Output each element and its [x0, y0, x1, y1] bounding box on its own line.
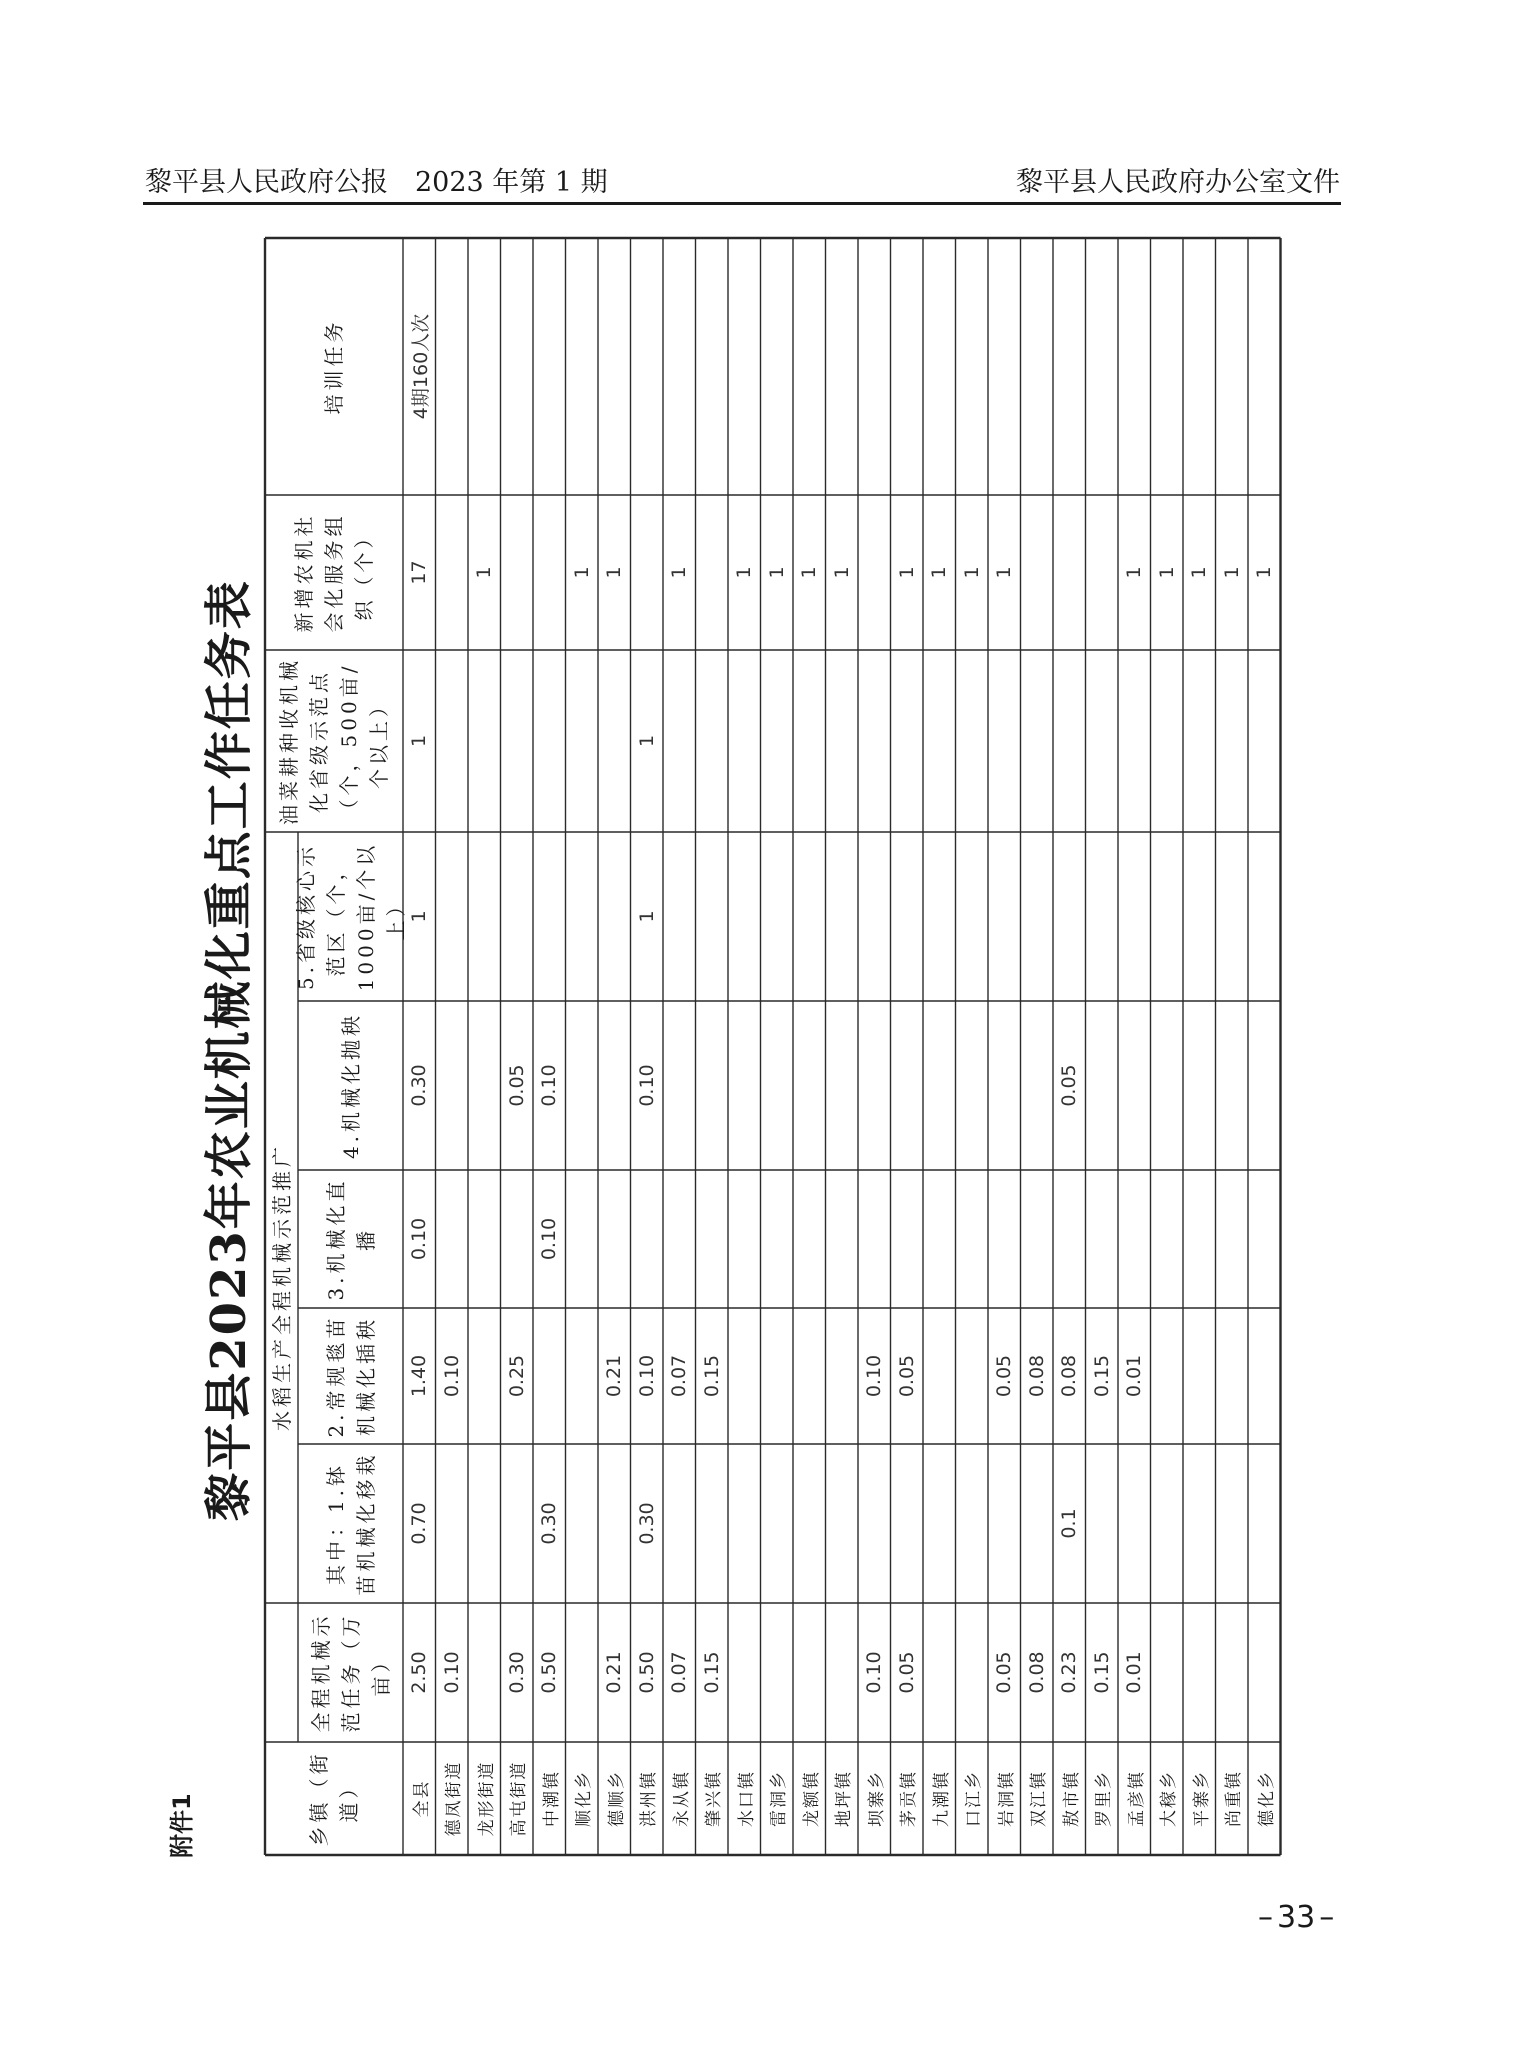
table-cell-c2 [793, 1308, 826, 1444]
table-cell-c6: 1 [635, 734, 658, 748]
table-cell-c5 [1086, 832, 1119, 1001]
table-cell-c7: 1 [895, 566, 918, 579]
table-cell-c6 [761, 650, 794, 832]
table-cell-c1 [1216, 1444, 1249, 1603]
table-cell-total [468, 1603, 501, 1742]
table-cell-c4 [1183, 1001, 1216, 1170]
table-cell-c1 [1183, 1444, 1216, 1603]
table-cell-c4 [1248, 1001, 1281, 1170]
table-cell-c8 [728, 238, 761, 495]
table-cell-c4: 0.05 [505, 1064, 528, 1107]
table-cell-c2: 0.05 [993, 1354, 1016, 1398]
table-cell-c3 [1086, 1170, 1119, 1308]
table-cell-c6 [988, 650, 1021, 832]
table-cell-c3 [696, 1170, 729, 1308]
table-row-town-name: 龙形街道 [476, 1760, 497, 1837]
header-divider [143, 202, 1341, 205]
table-cell-c8 [1151, 238, 1184, 495]
page-number-value: 33 [1277, 1900, 1316, 1935]
table-cell-c8 [1183, 238, 1216, 495]
table-row-town-name: 德顺乡 [606, 1770, 627, 1827]
table-cell-c2 [468, 1308, 501, 1444]
table-cell-c8: 4期160人次 [409, 313, 432, 420]
table-cell-total [826, 1603, 859, 1742]
table-cell-c6 [663, 650, 696, 832]
table-cell-c8 [923, 238, 956, 495]
table-cell-c7 [1086, 495, 1119, 650]
table-cell-c5 [1118, 832, 1151, 1001]
table-cell-c4 [988, 1001, 1021, 1170]
table-cell-c3 [956, 1170, 989, 1308]
table-row-town-name: 中潮镇 [541, 1770, 562, 1827]
table-cell-c6 [1248, 650, 1281, 832]
table-cell-c3 [1151, 1170, 1184, 1308]
table-cell-c6 [566, 650, 599, 832]
table-cell-c2: 0.10 [635, 1354, 658, 1398]
table-cell-total: 2.50 [408, 1651, 431, 1694]
table-cell-c1 [1118, 1444, 1151, 1603]
table-cell-c6 [533, 650, 566, 832]
table-cell-c3 [663, 1170, 696, 1308]
table-cell-c3 [858, 1170, 891, 1308]
table-row-town-name: 肇兴镇 [704, 1770, 725, 1827]
table-cell-total [1216, 1603, 1249, 1742]
table-cell-c6 [1021, 650, 1054, 832]
table-cell-c1 [826, 1444, 859, 1603]
table-cell-c5 [793, 832, 826, 1001]
table-cell-c5 [1151, 832, 1184, 1001]
table-cell-c1 [1086, 1444, 1119, 1603]
header-pot-seedling: 其中：1.钵苗机械化移栽 [323, 1451, 378, 1596]
table-cell-c1 [436, 1444, 469, 1603]
header-core-demo-zone: 5.省级核心示范区（个，1000亩/个以上） [293, 841, 408, 992]
table-cell-c7: 1 [1155, 566, 1178, 579]
table-cell-c7 [1021, 495, 1054, 650]
table-cell-c8 [988, 238, 1021, 495]
table-cell-c7 [696, 495, 729, 650]
table-cell-c5 [858, 832, 891, 1001]
table-cell-c1 [1021, 1444, 1054, 1603]
table-cell-c8 [1216, 238, 1249, 495]
table-cell-c4 [566, 1001, 599, 1170]
table-cell-c3 [631, 1170, 664, 1308]
table-cell-c7 [1053, 495, 1086, 650]
table-row-town-name: 平寨乡 [1191, 1770, 1212, 1827]
table-cell-c2 [533, 1308, 566, 1444]
table-cell-c7: 1 [1188, 566, 1211, 579]
table-cell-c7: 1 [960, 566, 983, 579]
table-cell-c8 [631, 238, 664, 495]
table-row-town-name: 九潮镇 [931, 1770, 952, 1827]
table-cell-c1 [566, 1444, 599, 1603]
table-cell-c7: 1 [765, 566, 788, 579]
table-cell-c4 [956, 1001, 989, 1170]
table-cell-c5 [761, 832, 794, 1001]
table-cell-c4 [1151, 1001, 1184, 1170]
table-cell-c2: 1.40 [408, 1354, 431, 1398]
table-cell-c4 [1021, 1001, 1054, 1170]
table-cell-c3 [826, 1170, 859, 1308]
table-cell-c1 [858, 1444, 891, 1603]
table-cell-c3 [891, 1170, 924, 1308]
table-cell-c3 [761, 1170, 794, 1308]
table-cell-c8 [956, 238, 989, 495]
table-cell-c6 [858, 650, 891, 832]
table-cell-total [566, 1603, 599, 1742]
table-row-town-name: 高屯街道 [509, 1760, 530, 1837]
table-cell-c7 [631, 495, 664, 650]
table-cell-c6 [436, 650, 469, 832]
table-cell-c2: 0.08 [1025, 1354, 1048, 1398]
table-cell-c5 [826, 832, 859, 1001]
table-cell-c2: 0.15 [700, 1354, 723, 1398]
table-cell-c8 [793, 238, 826, 495]
table-cell-c6: 1 [408, 734, 431, 748]
table-cell-c4 [1118, 1001, 1151, 1170]
table-cell-c2: 0.10 [440, 1354, 463, 1398]
header-direct-seeding: 3.机械化直播 [323, 1177, 378, 1301]
table-cell-c1: 0.1 [1058, 1508, 1081, 1539]
header-throwing: 4.机械化抛秧 [338, 1011, 363, 1160]
bulletin-header-right: 黎平县人民政府办公室文件 [1016, 167, 1340, 198]
table-row-town-name: 地坪镇 [834, 1770, 855, 1827]
table-cell-c8 [436, 238, 469, 495]
table-cell-c7 [501, 495, 534, 650]
table-cell-c3 [923, 1170, 956, 1308]
table-cell-c5 [728, 832, 761, 1001]
table-cell-c3 [728, 1170, 761, 1308]
table-cell-c4 [1086, 1001, 1119, 1170]
table-row-town-name: 顺化乡 [574, 1770, 595, 1827]
annex-label: 附件1 [168, 1793, 196, 1858]
table-row-town-name: 全县 [411, 1779, 432, 1818]
table-cell-c2 [1151, 1308, 1184, 1444]
table-cell-c4 [761, 1001, 794, 1170]
table-cell-total: 0.50 [538, 1651, 561, 1694]
table-cell-total [1151, 1603, 1184, 1742]
table-cell-c5 [696, 832, 729, 1001]
table-cell-c4: 0.30 [408, 1064, 431, 1107]
table-cell-c5 [501, 832, 534, 1001]
header-blanket-seedling: 2.常规毯苗机械化插秧 [323, 1314, 378, 1438]
table-cell-total: 0.30 [505, 1651, 528, 1694]
table-cell-c3 [468, 1170, 501, 1308]
table-cell-c3 [436, 1170, 469, 1308]
table-cell-c7 [436, 495, 469, 650]
header-total-task: 全程机械示范任务（万亩） [308, 1612, 393, 1733]
table-cell-c5 [1053, 832, 1086, 1001]
table-cell-c7: 1 [603, 566, 626, 579]
table-cell-c7: 1 [733, 566, 756, 579]
table-cell-c3 [988, 1170, 1021, 1308]
table-cell-c6 [1053, 650, 1086, 832]
table-cell-c1 [761, 1444, 794, 1603]
table-cell-c4 [436, 1001, 469, 1170]
table-cell-c2 [761, 1308, 794, 1444]
table-cell-c7: 1 [570, 566, 593, 579]
table-cell-c6 [468, 650, 501, 832]
table-row-town-name: 敖市镇 [1061, 1770, 1082, 1827]
table-cell-total: 0.05 [895, 1651, 918, 1694]
table-cell-c3 [1216, 1170, 1249, 1308]
table-cell-c5 [468, 832, 501, 1001]
table-row-town-name: 尚重镇 [1224, 1770, 1245, 1827]
table-cell-c2: 0.07 [668, 1354, 691, 1398]
header-service-orgs: 新增农机社会化服务组织（个） [292, 512, 376, 633]
table-cell-c1 [891, 1444, 924, 1603]
table-cell-c5 [598, 832, 631, 1001]
table-cell-total [923, 1603, 956, 1742]
table-row-town-name: 洪州镇 [639, 1770, 660, 1827]
table-cell-c1 [956, 1444, 989, 1603]
table-cell-c7: 1 [473, 566, 496, 579]
table-cell-c1 [1248, 1444, 1281, 1603]
table-cell-c6 [501, 650, 534, 832]
table-cell-total: 0.08 [1025, 1651, 1048, 1694]
table-row-town-name: 德凤街道 [444, 1760, 465, 1837]
table-cell-c6 [793, 650, 826, 832]
table-cell-c7: 1 [668, 566, 691, 579]
table-cell-total [1183, 1603, 1216, 1742]
table-cell-c2 [728, 1308, 761, 1444]
table-cell-c8 [663, 238, 696, 495]
table-cell-c1 [696, 1444, 729, 1603]
table-cell-c2 [923, 1308, 956, 1444]
table-cell-c5 [663, 832, 696, 1001]
table-cell-c1: 0.30 [635, 1502, 658, 1545]
table-cell-c7: 1 [830, 566, 853, 579]
table-cell-total: 0.21 [603, 1651, 626, 1694]
table-cell-total [956, 1603, 989, 1742]
table-cell-c2: 0.10 [863, 1354, 886, 1398]
table-cell-c5 [1216, 832, 1249, 1001]
table-cell-c8 [598, 238, 631, 495]
table-cell-total [793, 1603, 826, 1742]
table-cell-c5 [923, 832, 956, 1001]
table-cell-c8 [891, 238, 924, 495]
table-cell-c8 [1118, 238, 1151, 495]
table-cell-c8 [1248, 238, 1281, 495]
table-cell-c5: 1 [408, 910, 431, 923]
table-cell-c2: 0.08 [1058, 1354, 1081, 1398]
header-rice-group: 水稻生产全程机械示范推广 [269, 1143, 294, 1431]
table-cell-c1 [1151, 1444, 1184, 1603]
table-cell-c6 [696, 650, 729, 832]
table-cell-c8 [533, 238, 566, 495]
table-cell-c7: 1 [928, 566, 951, 579]
table-row-town-name: 坝寨乡 [866, 1770, 887, 1827]
table-cell-c7: 17 [408, 560, 431, 585]
table-cell-c2: 0.05 [895, 1354, 918, 1398]
table-cell-c4 [1216, 1001, 1249, 1170]
table-cell-c7: 1 [993, 566, 1016, 579]
table-cell-c8 [501, 238, 534, 495]
table-cell-c3: 0.10 [538, 1217, 561, 1261]
table-cell-c4 [468, 1001, 501, 1170]
table-cell-c3 [566, 1170, 599, 1308]
table-cell-c5 [956, 832, 989, 1001]
table-cell-c4 [598, 1001, 631, 1170]
table-cell-c4 [923, 1001, 956, 1170]
table-cell-c8 [566, 238, 599, 495]
table-cell-c5: 1 [635, 910, 658, 923]
table-cell-c3 [1248, 1170, 1281, 1308]
table-cell-total [728, 1603, 761, 1742]
table-cell-c2: 0.21 [603, 1354, 626, 1398]
table-cell-c3 [1183, 1170, 1216, 1308]
table-cell-c1 [598, 1444, 631, 1603]
table-cell-c2 [826, 1308, 859, 1444]
table-cell-total [761, 1603, 794, 1742]
table-cell-c1 [793, 1444, 826, 1603]
table-cell-c4 [728, 1001, 761, 1170]
bulletin-header-left: 黎平县人民政府公报 2023 年第 1 期 [145, 167, 608, 198]
table-cell-c3 [793, 1170, 826, 1308]
header-training: 培训任务 [322, 318, 346, 415]
table-cell-c1: 0.70 [408, 1502, 431, 1545]
table-cell-c1 [501, 1444, 534, 1603]
table-cell-c3 [598, 1170, 631, 1308]
table-cell-c1 [923, 1444, 956, 1603]
table-cell-c7: 1 [798, 566, 821, 579]
table-cell-c7: 1 [1220, 566, 1243, 579]
document-title: 黎平县2023年农业机械化重点工作任务表 [201, 579, 257, 1521]
table-cell-total: 0.05 [993, 1651, 1016, 1694]
table-cell-c2 [566, 1308, 599, 1444]
table-cell-total: 0.23 [1058, 1651, 1081, 1694]
header-town: 乡镇（街道） [307, 1750, 361, 1847]
table-cell-c4 [858, 1001, 891, 1170]
rotated-table-page [150, 210, 1350, 1890]
table-cell-c5 [436, 832, 469, 1001]
table-row-town-name: 孟彦镇 [1126, 1770, 1147, 1827]
table-cell-c3 [1021, 1170, 1054, 1308]
table-cell-c1 [728, 1444, 761, 1603]
table-cell-c7: 1 [1253, 566, 1276, 579]
table-row-town-name: 水口镇 [736, 1770, 757, 1827]
table-row-town-name: 雷洞乡 [769, 1770, 790, 1827]
table-row-town-name: 茅贡镇 [899, 1770, 920, 1827]
table-cell-c7 [858, 495, 891, 650]
table-row-town-name: 德化乡 [1256, 1770, 1277, 1827]
table-cell-c1 [468, 1444, 501, 1603]
table-row-town-name: 口江乡 [964, 1770, 985, 1827]
table-cell-total: 0.10 [863, 1651, 886, 1694]
table-cell-c5 [1021, 832, 1054, 1001]
table-cell-c5 [1183, 832, 1216, 1001]
table-cell-c6 [728, 650, 761, 832]
table-cell-c5 [533, 832, 566, 1001]
table-cell-c6 [598, 650, 631, 832]
table-cell-c8 [1021, 238, 1054, 495]
table-row-town-name: 大稼乡 [1159, 1770, 1180, 1827]
page-number: – 33 – [1258, 1900, 1335, 1935]
table-cell-c2: 0.15 [1090, 1354, 1113, 1398]
table-cell-c4: 0.05 [1058, 1064, 1081, 1107]
table-cell-total: 0.01 [1123, 1651, 1146, 1694]
table-cell-c8 [696, 238, 729, 495]
table-cell-c4: 0.10 [538, 1064, 561, 1107]
table-cell-c4: 0.10 [635, 1064, 658, 1107]
table-cell-c2 [956, 1308, 989, 1444]
table-cell-c6 [1151, 650, 1184, 832]
table-row-town-name: 永从镇 [671, 1770, 692, 1827]
table-row-town-name: 岩洞镇 [996, 1770, 1017, 1827]
table-cell-total: 0.15 [1090, 1651, 1113, 1694]
table-cell-c2 [1183, 1308, 1216, 1444]
table-cell-c4 [891, 1001, 924, 1170]
table-cell-c2 [1248, 1308, 1281, 1444]
table-cell-c6 [956, 650, 989, 832]
table-cell-c8 [468, 238, 501, 495]
table-cell-c3: 0.10 [408, 1217, 431, 1261]
table-cell-c5 [566, 832, 599, 1001]
table-cell-c6 [1118, 650, 1151, 832]
table-cell-c1: 0.30 [538, 1502, 561, 1545]
table-row-town-name: 龙额镇 [801, 1770, 822, 1827]
table-cell-c6 [1183, 650, 1216, 832]
table-cell-total: 0.15 [700, 1651, 723, 1694]
table-cell-c2: 0.25 [505, 1354, 528, 1398]
table-cell-total [1248, 1603, 1281, 1742]
table-cell-c6 [1216, 650, 1249, 832]
table-cell-c8 [826, 238, 859, 495]
table-cell-c5 [988, 832, 1021, 1001]
table-cell-c8 [761, 238, 794, 495]
table-cell-total: 0.07 [668, 1651, 691, 1694]
table-cell-c2 [1216, 1308, 1249, 1444]
table-cell-c5 [891, 832, 924, 1001]
table-cell-c8 [858, 238, 891, 495]
header-rapeseed-demo: 油菜耕种收机械化省级示范点（个，500亩/个以上） [277, 657, 391, 825]
table-cell-c4 [663, 1001, 696, 1170]
table-cell-c8 [1086, 238, 1119, 495]
table-cell-c7: 1 [1123, 566, 1146, 579]
table-cell-c3 [1053, 1170, 1086, 1308]
table-row-town-name: 双江镇 [1029, 1770, 1050, 1827]
table-cell-c3 [501, 1170, 534, 1308]
table-cell-c6 [891, 650, 924, 832]
table-cell-total: 0.10 [440, 1651, 463, 1694]
table-cell-c4 [793, 1001, 826, 1170]
table-cell-c8 [1053, 238, 1086, 495]
table-cell-total: 0.50 [635, 1651, 658, 1694]
table-cell-c2: 0.01 [1123, 1354, 1146, 1398]
table-row-town-name: 罗里乡 [1094, 1770, 1115, 1827]
table-cell-c4 [826, 1001, 859, 1170]
table-cell-c1 [663, 1444, 696, 1603]
table-cell-c3 [1118, 1170, 1151, 1308]
table-cell-c6 [923, 650, 956, 832]
table-cell-c1 [988, 1444, 1021, 1603]
table-cell-c6 [826, 650, 859, 832]
table-cell-c4 [696, 1001, 729, 1170]
table-cell-c6 [1086, 650, 1119, 832]
table-cell-c7 [533, 495, 566, 650]
table-cell-c5 [1248, 832, 1281, 1001]
